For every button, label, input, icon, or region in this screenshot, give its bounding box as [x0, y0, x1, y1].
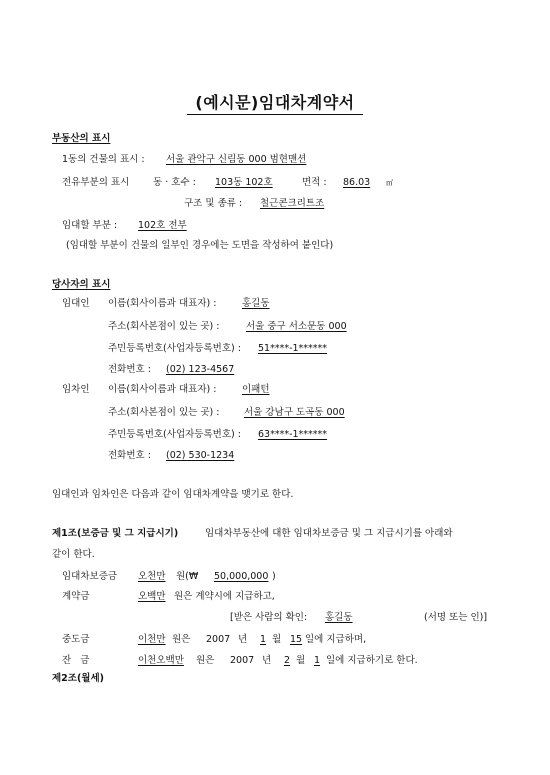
article2-heading: 제2조(월세)	[52, 673, 105, 684]
lessor-name-value: 홍길동	[242, 298, 270, 309]
article1-text-line1: 임대차부동산에 대한 임대차보증금 및 그 지급시기를 아래와	[205, 528, 453, 539]
parties-section-heading: 당사자의 표시	[52, 279, 111, 290]
lessor-phone-value: (02) 123-4567	[166, 364, 235, 375]
balance-won: 원은	[196, 655, 215, 666]
balance-label: 잔 금	[62, 655, 90, 666]
middle-amount: 이천만	[138, 634, 166, 645]
lessee-address-value: 서울 강남구 도곡동 000	[244, 407, 345, 418]
building-value: 서울 관악구 신림동 000 범현맨션	[166, 154, 307, 165]
contract-text: 원은 계약시에 지급하고,	[174, 591, 275, 602]
structure-value: 철근콘크리트조	[260, 198, 325, 209]
deposit-label: 임대차보증금	[62, 571, 118, 582]
contract-label: 계약금	[62, 591, 90, 602]
area-unit: ㎡	[386, 179, 393, 187]
lessee-name-value: 이패턴	[242, 384, 270, 395]
balance-year: 2007	[230, 655, 255, 666]
receipt-name: 홍길동	[325, 612, 353, 623]
area-value: 86.03	[343, 177, 371, 188]
lessor-id-value: 51****-1******	[258, 343, 328, 354]
balance-month: 2	[284, 655, 291, 666]
structure-label: 구조 및 종류 :	[184, 198, 243, 209]
lessor-id-label: 주민등록번호(사업자등록번호) :	[108, 343, 241, 354]
building-label: 1동의 건물의 표시 :	[62, 154, 145, 165]
lessor-phone-label: 전화번호 :	[108, 364, 151, 375]
lessor-address-label: 주소(회사본점이 있는 곳) :	[108, 321, 220, 332]
contract-amount: 오백만	[138, 591, 166, 602]
lessee-address-label: 주소(회사본점이 있는 곳) :	[108, 407, 220, 418]
document-title-wrap	[0, 90, 550, 113]
middle-label: 중도금	[62, 634, 90, 645]
article1-text-line2: 같이 한다.	[52, 549, 95, 560]
lessee-phone-label: 전화번호 :	[108, 450, 151, 461]
lease-part-value: 102호 전부	[138, 220, 187, 231]
lessor-name-label: 이름(회사이름과 대표자) :	[108, 298, 217, 309]
middle-month-unit: 월	[272, 634, 282, 645]
middle-year-unit: 년	[238, 634, 248, 645]
deposit-amount: 50,000,000	[214, 571, 269, 582]
balance-month-unit: 월	[296, 655, 306, 666]
balance-amount: 이천오백만	[138, 655, 184, 666]
deposit-close: )	[272, 571, 276, 582]
property-section-heading: 부동산의 표시	[52, 133, 111, 144]
lessee-id-label: 주민등록번호(사업자등록번호) :	[108, 429, 241, 440]
article1-heading: 제1조(보증금 및 그 지급시기)	[52, 528, 179, 539]
lessee-id-value: 63****-1******	[258, 429, 328, 440]
deposit-words: 오천만	[138, 571, 166, 582]
unit-label: 동 · 호수 :	[153, 177, 196, 188]
document-title: (예시문)임대차계약서	[187, 93, 362, 115]
balance-tail: 일에 지급하기로 한다.	[326, 655, 418, 666]
lease-part-label: 임대할 부분 :	[62, 220, 118, 231]
lessee-name-label: 이름(회사이름과 대표자) :	[108, 384, 217, 395]
receipt-close: (서명 또는 인)]	[424, 612, 488, 623]
balance-day: 1	[314, 655, 321, 666]
receipt-open: [받은 사람의 확인:	[230, 612, 308, 623]
lessor-address-value: 서울 중구 서소문동 000	[246, 321, 347, 332]
area-label: 면적 :	[302, 177, 327, 188]
middle-day: 15	[290, 634, 303, 645]
lease-part-note: (임대할 부분이 건물의 일부인 경우에는 도면을 작성하여 붙인다)	[66, 240, 334, 251]
intro-sentence: 임대인과 임차인은 다음과 같이 임대차계약을 맺기로 한다.	[52, 489, 294, 500]
balance-year-unit: 년	[262, 655, 272, 666]
lessor-role: 임대인	[62, 298, 90, 309]
unit-value: 103동 102호	[215, 177, 273, 188]
exclusive-label: 전유부분의 표시	[62, 177, 130, 188]
deposit-unit-open: 원(₩	[176, 571, 199, 582]
middle-year: 2007	[206, 634, 231, 645]
lessee-role: 임차인	[62, 384, 90, 395]
middle-tail: 일에 지급하며,	[305, 634, 367, 645]
middle-month: 1	[260, 634, 267, 645]
lessee-phone-value: (02) 530-1234	[166, 450, 235, 461]
middle-won: 원은	[172, 634, 191, 645]
